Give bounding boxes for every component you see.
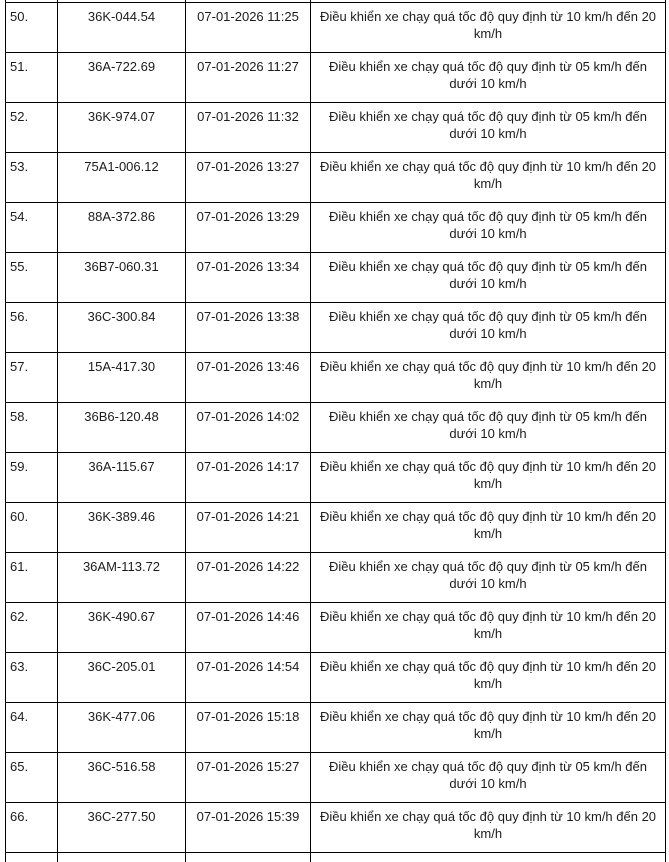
violation-datetime: 07-01-2026 15:18 [186, 703, 311, 753]
partial-cell [6, 853, 58, 862]
table-row [6, 453, 666, 503]
row-index: 64. [6, 703, 58, 753]
row-index: 54. [6, 203, 58, 253]
partial-row-bottom [6, 853, 666, 862]
violation-datetime: 07-01-2026 13:27 [186, 153, 311, 203]
violation-datetime: 07-01-2026 14:46 [186, 603, 311, 653]
violation-datetime: 07-01-2026 11:27 [186, 53, 311, 103]
partial-cell [58, 853, 186, 862]
license-plate: 36C-300.84 [58, 303, 186, 353]
violation-description: Điều khiển xe chạy quá tốc độ quy định từ 05 km/h đến dưới 10 km/h [311, 753, 666, 803]
table-row [6, 203, 666, 253]
table-row [6, 153, 666, 203]
table-row [6, 303, 666, 353]
violation-description: Điều khiển xe chạy quá tốc độ quy định từ 10 km/h đến 20 km/h [311, 803, 666, 853]
table-row [6, 3, 666, 53]
row-index: 63. [6, 653, 58, 703]
violation-description: Điều khiển xe chạy quá tốc độ quy định từ 10 km/h đến 20 km/h [311, 453, 666, 503]
table-row [6, 803, 666, 853]
license-plate: 75A1-006.12 [58, 153, 186, 203]
license-plate: 36AM-113.72 [58, 553, 186, 603]
violation-description: Điều khiển xe chạy quá tốc độ quy định từ 10 km/h đến 20 km/h [311, 653, 666, 703]
violation-datetime: 07-01-2026 13:38 [186, 303, 311, 353]
row-index: 53. [6, 153, 58, 203]
violation-datetime: 07-01-2026 14:54 [186, 653, 311, 703]
row-index: 62. [6, 603, 58, 653]
license-plate: 36K-477.06 [58, 703, 186, 753]
violation-description: Điều khiển xe chạy quá tốc độ quy định từ 05 km/h đến dưới 10 km/h [311, 403, 666, 453]
partial-cell [311, 853, 666, 862]
row-index: 52. [6, 103, 58, 153]
table-row [6, 603, 666, 653]
license-plate: 36K-974.07 [58, 103, 186, 153]
table-row [6, 703, 666, 753]
license-plate: 15A-417.30 [58, 353, 186, 403]
violation-description: Điều khiển xe chạy quá tốc độ quy định từ 10 km/h đến 20 km/h [311, 703, 666, 753]
table-row [6, 653, 666, 703]
violation-datetime: 07-01-2026 14:21 [186, 503, 311, 553]
violation-datetime: 07-01-2026 15:39 [186, 803, 311, 853]
table-row [6, 403, 666, 453]
violation-description: Điều khiển xe chạy quá tốc độ quy định từ 10 km/h đến 20 km/h [311, 503, 666, 553]
license-plate: 36K-490.67 [58, 603, 186, 653]
license-plate: 36A-115.67 [58, 453, 186, 503]
table-row [6, 353, 666, 403]
violation-description: Điều khiển xe chạy quá tốc độ quy định từ 05 km/h đến dưới 10 km/h [311, 553, 666, 603]
row-index: 59. [6, 453, 58, 503]
license-plate: 88A-372.86 [58, 203, 186, 253]
violation-datetime: 07-01-2026 13:34 [186, 253, 311, 303]
row-index: 65. [6, 753, 58, 803]
license-plate: 36B7-060.31 [58, 253, 186, 303]
license-plate: 36K-389.46 [58, 503, 186, 553]
license-plate: 36C-277.50 [58, 803, 186, 853]
table-row [6, 53, 666, 103]
violation-datetime: 07-01-2026 13:46 [186, 353, 311, 403]
violation-description: Điều khiển xe chạy quá tốc độ quy định từ 05 km/h đến dưới 10 km/h [311, 53, 666, 103]
row-index: 58. [6, 403, 58, 453]
license-plate: 36B6-120.48 [58, 403, 186, 453]
row-index: 57. [6, 353, 58, 403]
violation-datetime: 07-01-2026 11:25 [186, 3, 311, 53]
row-index: 50. [6, 3, 58, 53]
license-plate: 36K-044.54 [58, 3, 186, 53]
table-row [6, 503, 666, 553]
violation-datetime: 07-01-2026 13:29 [186, 203, 311, 253]
violation-description: Điều khiển xe chạy quá tốc độ quy định từ 05 km/h đến dưới 10 km/h [311, 203, 666, 253]
table-row [6, 753, 666, 803]
row-index: 60. [6, 503, 58, 553]
violation-description: Điều khiển xe chạy quá tốc độ quy định từ 10 km/h đến 20 km/h [311, 3, 666, 53]
table-row [6, 103, 666, 153]
violation-datetime: 07-01-2026 15:27 [186, 753, 311, 803]
violation-datetime: 07-01-2026 14:02 [186, 403, 311, 453]
violation-datetime: 07-01-2026 14:22 [186, 553, 311, 603]
row-index: 51. [6, 53, 58, 103]
row-index: 55. [6, 253, 58, 303]
violation-description: Điều khiển xe chạy quá tốc độ quy định từ 05 km/h đến dưới 10 km/h [311, 303, 666, 353]
row-index: 61. [6, 553, 58, 603]
violation-description: Điều khiển xe chạy quá tốc độ quy định từ 05 km/h đến dưới 10 km/h [311, 253, 666, 303]
row-index: 56. [6, 303, 58, 353]
violation-description: Điều khiển xe chạy quá tốc độ quy định từ 10 km/h đến 20 km/h [311, 353, 666, 403]
row-index: 66. [6, 803, 58, 853]
violations-table [5, 0, 666, 862]
violation-description: Điều khiển xe chạy quá tốc độ quy định từ 10 km/h đến 20 km/h [311, 153, 666, 203]
violation-datetime: 07-01-2026 14:17 [186, 453, 311, 503]
partial-cell [186, 853, 311, 862]
license-plate: 36C-516.58 [58, 753, 186, 803]
license-plate: 36C-205.01 [58, 653, 186, 703]
license-plate: 36A-722.69 [58, 53, 186, 103]
table-row [6, 553, 666, 603]
violation-datetime: 07-01-2026 11:32 [186, 103, 311, 153]
violation-description: Điều khiển xe chạy quá tốc độ quy định từ 10 km/h đến 20 km/h [311, 603, 666, 653]
violation-description: Điều khiển xe chạy quá tốc độ quy định từ 05 km/h đến dưới 10 km/h [311, 103, 666, 153]
table-row [6, 253, 666, 303]
